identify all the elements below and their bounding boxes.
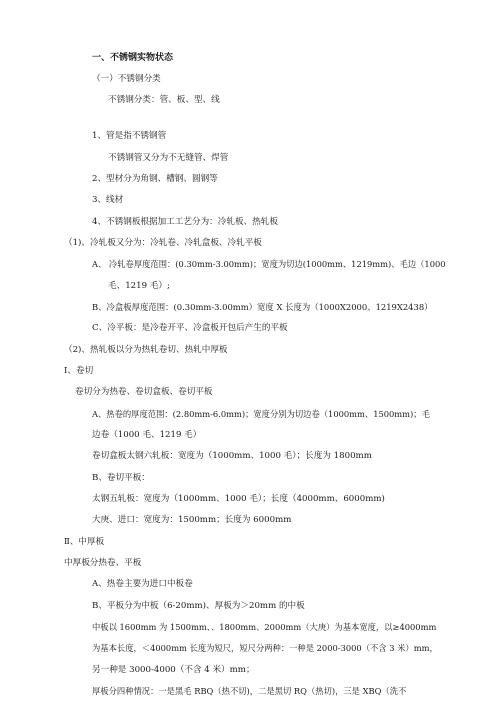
text-line: （一）不锈钢分类 bbox=[92, 74, 161, 84]
text-line: B、冷盒板厚度范围：(0.30mm-3.00mm）宽度 X 长度为（1000X2000、1219X2438） bbox=[92, 302, 433, 312]
text-line: 1、管是指不锈钢管 bbox=[92, 131, 167, 141]
text-line: 中厚板分热卷、平板 bbox=[64, 558, 142, 568]
text-line: 大庚、进口：宽度为：1500mm；长度为 6000mm bbox=[92, 515, 292, 525]
text-line: （2)、热轧板以分为热轧卷切、热轧中厚板 bbox=[64, 345, 228, 355]
text-line: 卷切盒板太钢六轧板：宽度为（1000mm、1000 毛）；长度为 1800mm bbox=[92, 451, 372, 461]
text-line: 2、型材分为角钢、槽钢、圆钢等 bbox=[92, 174, 218, 184]
text-line: C、冷平板：是冷卷开平、冷盒板开包后产生的平板 bbox=[92, 323, 288, 333]
text-line: 边卷（1000 毛、1219 毛） bbox=[92, 430, 202, 440]
text-line: 厚板分四种情况：一是黑毛 RBQ（热不切)，二是黑切 RQ（热切)，三是 XBQ（洗不 bbox=[92, 686, 407, 696]
text-line: 不锈钢管又分为不无缝管、焊管 bbox=[108, 153, 229, 163]
text-line: 毛、1219 毛）; bbox=[108, 281, 170, 291]
text-line: 太钢五轧板：宽度为（1000mm、1000 毛）；长度（4000mm、6000mm) bbox=[92, 494, 385, 504]
text-line: 为基本长度，＜4000mm 长度为短尺，短尺分两种：一种是 2000-3000（不含 3 米）mm， bbox=[92, 643, 438, 653]
text-line: Ⅰ、卷切 bbox=[64, 366, 94, 376]
text-line: A、热卷的厚度范围：(2.80mm-6.0mm)；宽度分别为切边卷（1000mm、1500mm)；毛 bbox=[92, 409, 430, 419]
text-line: A、热卷主要为进口中板卷 bbox=[92, 579, 193, 589]
text-line: 4、不锈钢板根据加工工艺分为：冷轧板、热轧板 bbox=[92, 217, 278, 227]
text-line: 不锈钢分类：管、板、型、线 bbox=[108, 95, 220, 105]
text-line: 3、线材 bbox=[92, 195, 124, 205]
text-line: B、卷切平板： bbox=[92, 473, 150, 483]
text-line: B、平板分为中板（6-20mm)、厚板为＞20mm 的中板 bbox=[92, 601, 305, 611]
text-line: A、 冷轧卷厚度范围：(0.30mm-3.00mm)；宽度为切边(1000mm、1219mm)、毛边（1000 bbox=[92, 259, 446, 269]
text-line: 另一种是 3000-4000（不含 4 米）mm； bbox=[92, 665, 255, 675]
text-line: 卷切分为热卷、卷切盒板、卷切平板 bbox=[75, 387, 213, 397]
text-line: 中板以 1600mm 为 1500mm、、1800mm、2000mm（大庚）为基本宽度，以≥4000mm bbox=[92, 622, 437, 632]
text-line: Ⅱ、中厚板 bbox=[64, 537, 105, 547]
text-line: （1)、冷轧板又分为：冷轧卷、冷轧盒板、冷轧平板 bbox=[64, 238, 262, 248]
section-heading: 一、不锈钢实物状态 bbox=[92, 53, 174, 63]
